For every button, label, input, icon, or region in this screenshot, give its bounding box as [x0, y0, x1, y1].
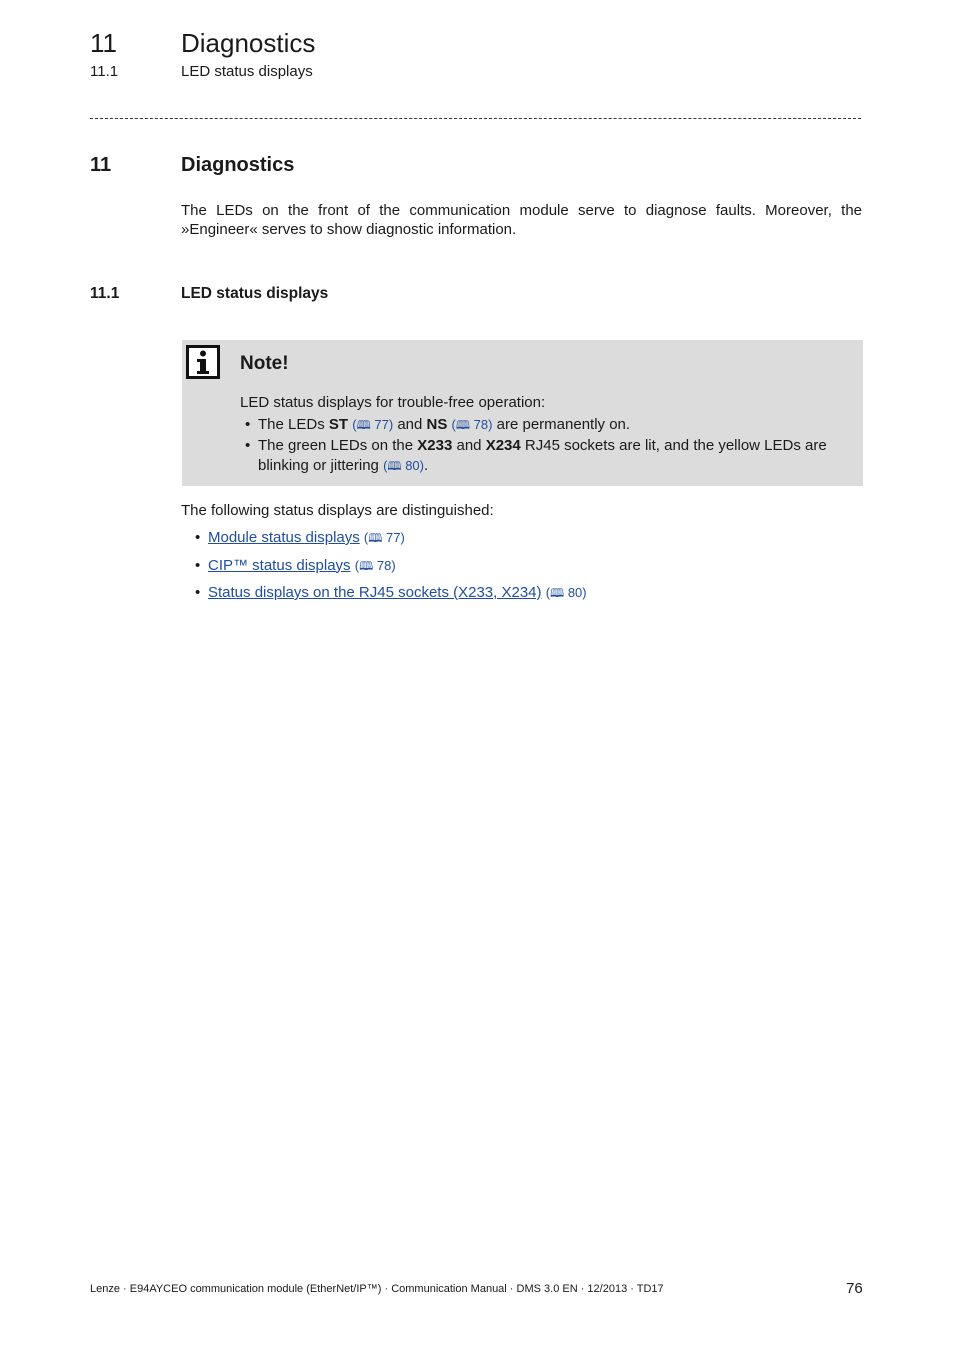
following-paragraph: The following status displays are distinguished:: [181, 502, 494, 519]
note-item: • The LEDs ST (🕮 77) and NS (🕮 78) are permanently on.: [240, 415, 840, 435]
note-list: [240, 415, 840, 476]
list-item: [181, 583, 831, 611]
note-title: Note!: [240, 353, 289, 374]
page-reference[interactable]: (🕮 77): [352, 417, 394, 432]
note-lead: LED status displays for trouble-free operation:: [240, 394, 546, 411]
note-box: [182, 340, 863, 486]
page-number: 76: [846, 1280, 863, 1297]
page-reference[interactable]: (🕮 80): [545, 585, 587, 600]
heading1-title: Diagnostics: [181, 154, 295, 176]
heading2-number: 11.1: [90, 285, 120, 302]
note-item: • The green LEDs on the X233 and X234 RJ45 sockets are lit, and the yellow LEDs are blinking or jittering (🕮 80).: [240, 436, 840, 476]
header-chapter-number: 11: [90, 28, 117, 58]
socket-x234-label: X234: [485, 437, 521, 454]
heading1-number: 11: [90, 154, 112, 176]
book-icon: 🕮: [356, 418, 371, 432]
header-section-number: 11.1: [90, 63, 119, 80]
link-rj45-status[interactable]: Status displays on the RJ45 sockets (X233, X234): [208, 584, 542, 601]
book-icon: 🕮: [368, 531, 383, 545]
book-icon: 🕮: [455, 418, 471, 432]
heading2-title: LED status displays: [181, 285, 329, 302]
page-reference[interactable]: (🕮 78): [354, 557, 396, 573]
led-ns-label: NS: [426, 416, 448, 433]
book-icon: 🕮: [550, 586, 565, 600]
list-item: [181, 556, 831, 584]
header-chapter-title: Diagnostics: [181, 28, 316, 58]
socket-x233-label: X233: [417, 437, 453, 454]
led-st-label: ST: [328, 416, 349, 433]
page-reference[interactable]: (🕮 78): [451, 417, 493, 432]
book-icon: 🕮: [359, 558, 374, 573]
intro-paragraph: The LEDs on the front of the communication module serve to diagnose faults. Moreover, the »Engineer« serves to show diagnostic information.: [181, 202, 862, 238]
header-divider: [90, 118, 861, 119]
footer-text: Lenze · E94AYCEO communication module (EtherNet/IP™) · Communication Manual · DMS 3.0 EN · 12/2013 · TD17: [90, 1283, 664, 1295]
note-body: [240, 393, 840, 477]
book-icon: 🕮: [387, 459, 402, 473]
header-section-title: LED status displays: [181, 63, 313, 80]
page-reference[interactable]: (🕮 80): [383, 458, 424, 473]
info-icon: [186, 345, 220, 379]
link-cip-status[interactable]: CIP™ status displays: [208, 556, 351, 574]
status-display-links: [181, 528, 831, 611]
link-module-status[interactable]: Module status displays: [208, 529, 360, 546]
list-item: [181, 528, 831, 556]
page-reference[interactable]: (🕮 77): [363, 530, 405, 545]
